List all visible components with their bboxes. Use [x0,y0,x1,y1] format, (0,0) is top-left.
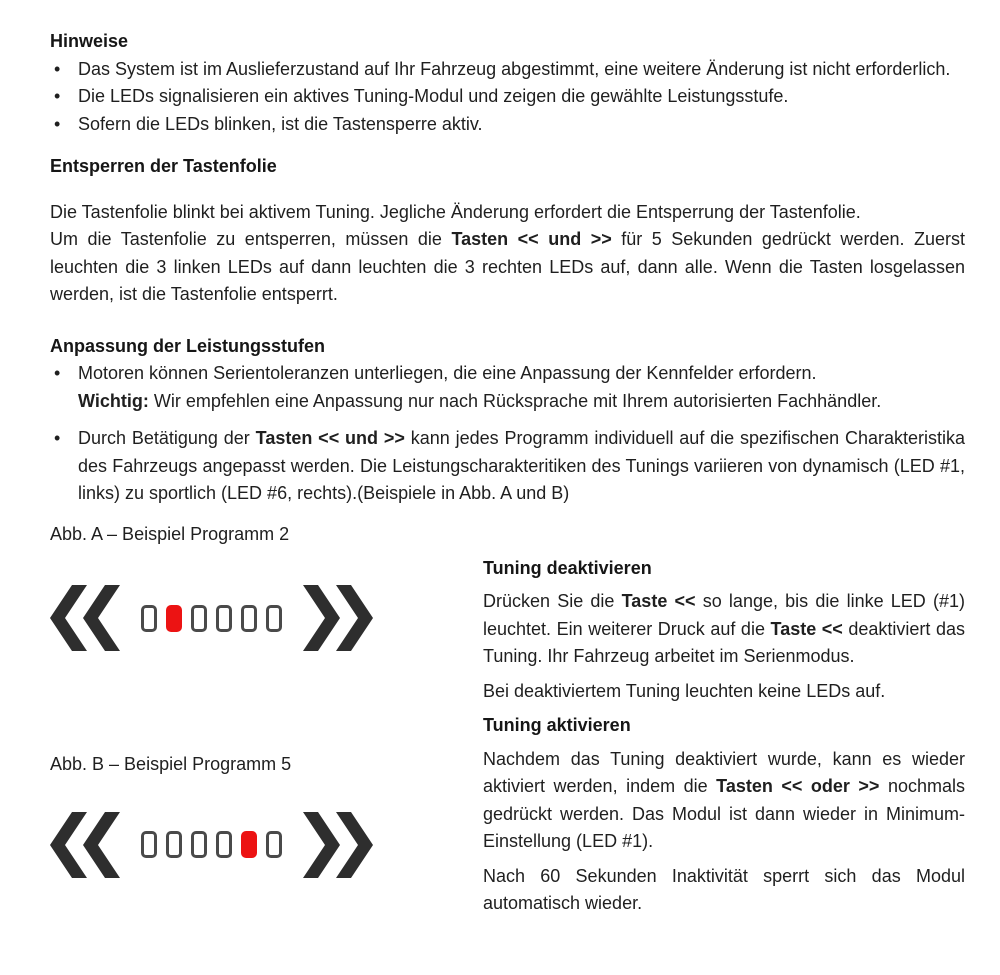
text-segment: kann jedes Programm individuell auf die spezifischen Charakteristika des Fahrzeugs angepasst werden. Die Leistungscharakteritiken des Tunings variieren von dynamisch (LED #1, links) zu sportlich (LED #6, rechts).(Beispiele in Abb. A und B) [78,428,965,503]
text-segment: nochmals gedrückt werden. Das Modul ist dann wieder in Minimum-Einstellung (LED #1). [483,776,965,851]
figure-a-caption: Abb. A – Beispiel Programm 2 [50,523,290,544]
double-chevron-left-icon [50,812,120,878]
heading-entsperren: Entsperren der Tastenfolie [50,156,277,176]
bullet-line-2 [78,388,965,416]
double-chevron-right-icon [303,812,373,878]
heading-hinweise: Hinweise [50,31,129,51]
text-segment-bold: Tasten << und >> [451,229,612,249]
anpassung-bullet-list [50,360,965,508]
text-segment: deaktiviert das Tuning. Ihr Fahrzeug arbeitet im Serienmodus. [483,618,966,666]
text-segment-bold: Tasten << oder >> [716,776,880,796]
instructions-column [483,555,965,925]
bullet-line-1: • Motoren können Serientoleranzen unterliegen, die eine Anpassung der Kennfelder erfordern. [78,363,817,383]
paragraph-deaktivieren-1 [483,588,965,671]
led-active [166,605,182,632]
bullet-item [50,360,965,415]
figures-and-instructions [50,521,965,925]
text-segment: Durch Betätigung der [78,428,256,448]
text-segment-bold: Taste << [621,591,696,611]
hinweise-bullet-list [50,56,965,139]
bullet-item: • Das System ist im Auslieferzustand auf Ihr Fahrzeug abgestimmt, eine weitere Änderung ist nicht erforderlich. [50,56,965,84]
led-off [191,831,207,858]
led-off [216,831,232,858]
bullet-item: • Sofern die LEDs blinken, ist die Tastensperre aktiv. [50,111,965,139]
led-row [141,605,282,632]
heading-tuning-aktivieren: Tuning aktivieren [483,715,631,735]
text-segment-bold: Taste << [770,618,843,639]
led-display-figure-b [50,812,483,878]
text-segment: Um die Tastenfolie zu entsperren, müssen die [50,229,452,249]
led-row [141,831,282,858]
bullet-item: • Die LEDs signalisieren ein aktives Tuning-Modul und zeigen die gewählte Leistungsstufe. [50,83,965,111]
text-segment: für 5 Sekunden gedrückt werden. Zuerst leuchten die 3 linken LEDs auf dann leuchten die 3 rechten LEDs auf, dann alle. Wenn die Tasten losgelassen werden, ist die Tastenfolie entsperrt. [50,229,965,304]
led-off [266,605,282,632]
paragraph-aktivieren-2: Nach 60 Sekunden Inaktivität sperrt sich das Modul automatisch wieder. [483,865,965,913]
double-chevron-right-icon [303,585,373,651]
heading-anpassung: Anpassung der Leistungsstufen [50,335,326,356]
heading-tuning-deaktivieren: Tuning deaktivieren [483,557,652,578]
text-segment: so lange, bis die linke LED (#1) leuchtet. Ein weiterer Druck auf die [483,591,965,639]
paragraph-aktivieren-1 [483,746,965,856]
text-segment-bold: Tasten << und >> [255,428,405,448]
led-off [141,605,157,632]
text-segment: Wir empfehlen eine Anpassung nur nach Rücksprache mit Ihrem autorisierten Fachhändler. [148,390,882,411]
led-active [241,831,257,858]
led-off [241,605,257,632]
bullet-item [50,425,965,508]
text-segment: Nachdem das Tuning deaktiviert wurde, kann es wieder aktiviert werden, indem die [483,748,965,796]
led-off [216,605,232,632]
led-off [266,831,282,858]
paragraph-deaktivieren-2: Bei deaktiviertem Tuning leuchten keine LEDs auf. [483,680,886,701]
text-segment-bold: Wichtig: [78,390,149,411]
led-off [191,605,207,632]
figures-column [50,521,483,925]
led-off [141,831,157,858]
paragraph-entsperren-1: Die Tastenfolie blinkt bei aktivem Tuning. Jegliche Änderung erfordert die Entsperrung der Tastenfolie. [50,201,861,222]
paragraph-entsperren-2 [50,226,965,309]
figure-b-caption: Abb. B – Beispiel Programm 5 [50,754,292,774]
double-chevron-left-icon [50,585,120,651]
led-off [166,831,182,858]
text-segment: Drücken Sie die [483,591,622,611]
led-display-figure-a [50,585,483,651]
